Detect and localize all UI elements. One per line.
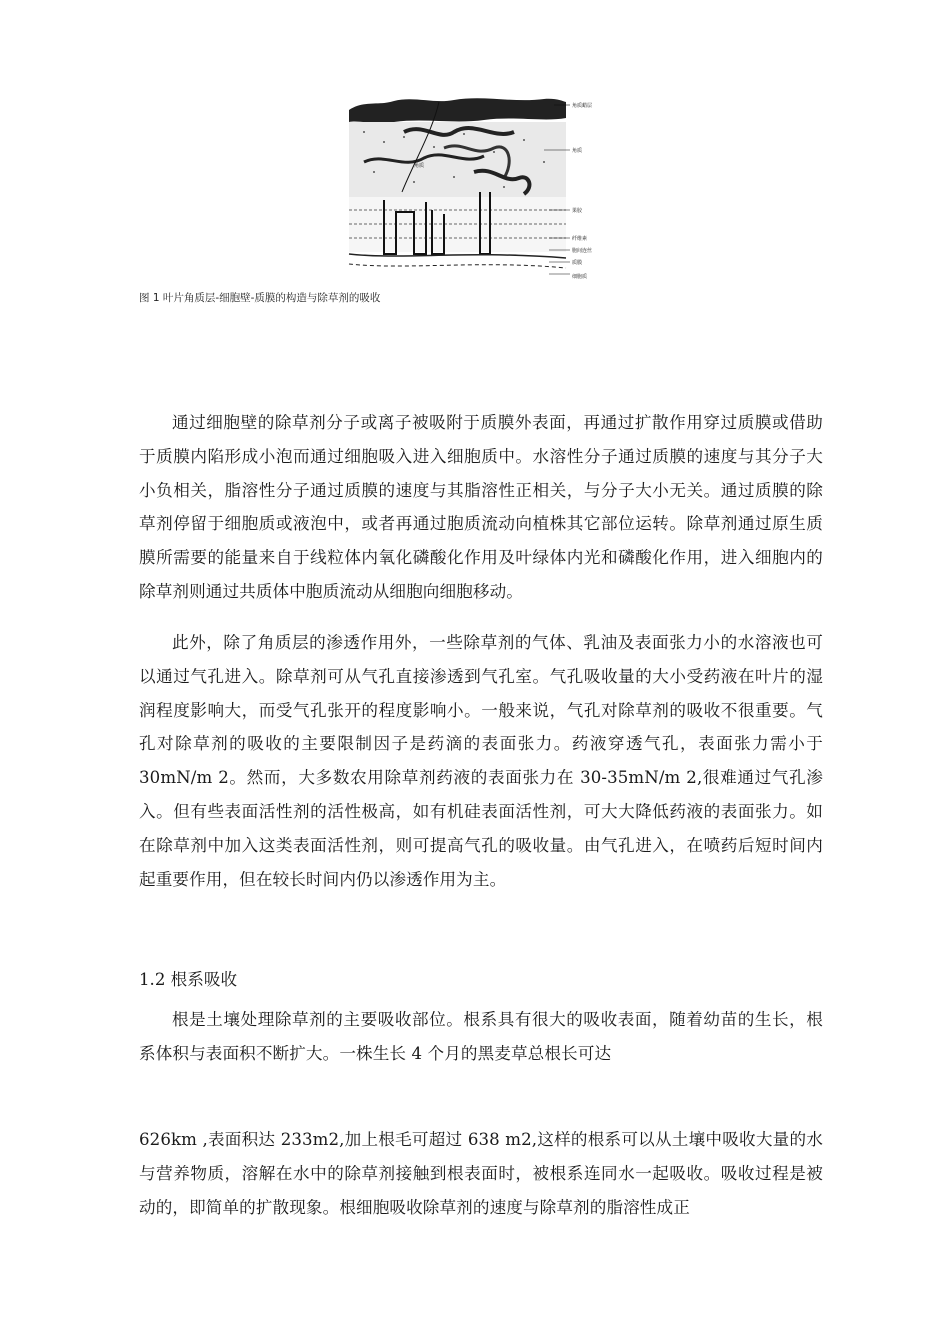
paragraph-1: 通过细胞壁的除草剂分子或离子被吸附于质膜外表面，再通过扩散作用穿过质膜或借助于质膜内陷形成小泡而通过细胞吸入进入细胞质中。水溶性分子通过质膜的速度与其分子大小负相关，脂溶性分子通过质膜的速度与其脂溶性正相关，与分子大小无关。通过质膜的除草剂停留于细胞质或液泡中，或者再通过胞质流动向植株其它部位运转。除草剂通过原生质膜所需要的能量来自于线粒体内氧化磷酸化作用及叶绿体内光和磷酸化作用，进入细胞内的除草剂则通过共质体中胞质流动从细胞向细胞移动。 xyxy=(139,413,823,601)
label-cytoplasm: 细胞质 xyxy=(572,274,588,280)
figure-caption: 图 1 叶片角质层-细胞壁-质膜的构造与除草剂的吸收 xyxy=(139,292,381,304)
section-heading: 1.2 根系吸收 xyxy=(139,970,238,989)
paragraph-4: 626km ,表面积达 233m2,加上根毛可超过 638 m2,这样的根系可以从土壤中吸收大量的水与营养物质，溶解在水中的除草剂接触到根表面时，被根系连同水一起吸收。吸收过程是被动的，即简单的扩散现象。根细胞吸收除草剂的速度与除草剂的脂溶性成正 xyxy=(139,1130,823,1217)
label-plasma-membrane: 质膜 xyxy=(572,260,583,266)
label-cellulose: 纤维素 xyxy=(572,236,588,242)
label-wax: 角质蜡层 xyxy=(572,103,593,109)
leaf-cuticle-diagram xyxy=(344,92,619,282)
label-plasmodesmata: 胞间连丝 xyxy=(572,248,593,254)
paragraph-3: 根是土壤处理除草剂的主要吸收部位。根系具有很大的吸收表面，随着幼苗的生长，根系体积与表面积不断扩大。一株生长 4 个月的黑麦草总根长可达 xyxy=(139,1010,823,1063)
label-cuticle-inner: 角质 xyxy=(414,163,425,169)
paragraph-2: 此外，除了角质层的渗透作用外，一些除草剂的气体、乳油及表面张力小的水溶液也可以通过气孔进入。除草剂可从气孔直接渗透到气孔室。气孔吸收量的大小受药液在叶片的湿润程度影响大，而受气孔张开的程度影响小。一般来说，气孔对除草剂的吸收不很重要。气孔对除草剂的吸收的主要限制因子是药滴的表面张力。药液穿透气孔，表面张力需小于 30mN/m 2。然而，大多数农用除草剂药液的表面张力在 30-35mN/m 2,很难通过气孔渗入。但有些表面活性剂的活性极高，如有机硅表面活性剂，可大大降低药液的表面张力。如在除草剂中加入这类表面活性剂，则可提高气孔的吸收量。由气孔进入，在喷药后短时间内起重要作用，但在较长时间内仍以渗透作用为主。 xyxy=(139,633,823,889)
label-cutin: 角质 xyxy=(572,148,583,154)
label-pectin: 果胶 xyxy=(572,208,583,214)
diagram-svg xyxy=(344,92,619,282)
